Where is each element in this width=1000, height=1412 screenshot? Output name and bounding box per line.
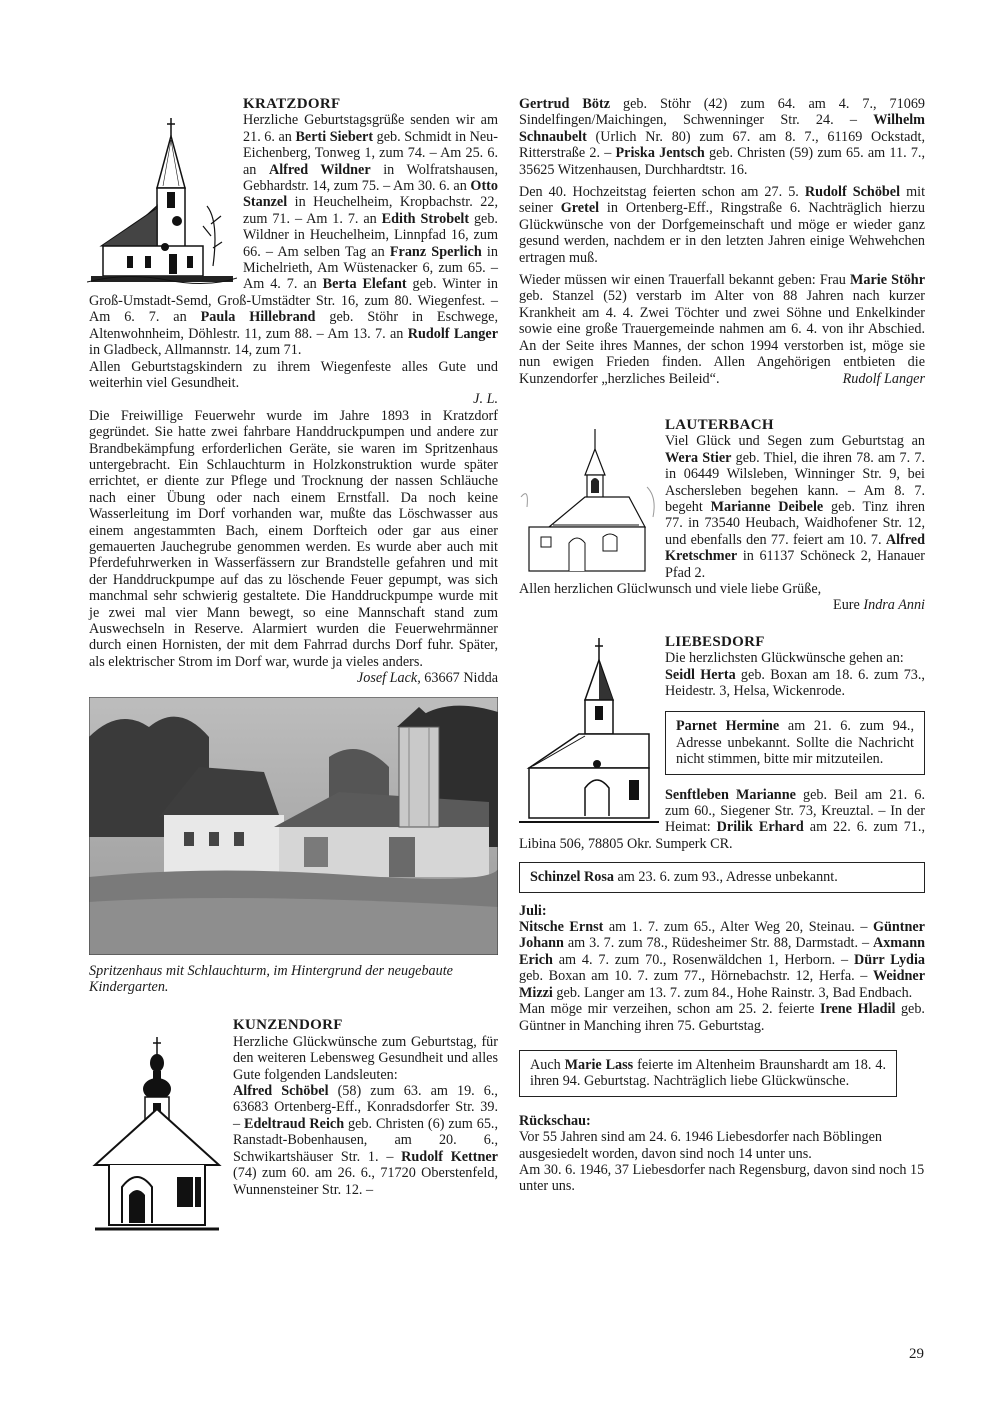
wedding-anniversary: Den 40. Hochzeitstag feierten schon am 27. 5. Rudolf Schöbel mit seiner Gretel in Ortenberg-Eff., Ringstraße 6. Nachträglich hierzu Glückwünsche von der Dorfgemeinschaft und möge er wieder ganz gesund werden, nachdem er in den letzten Jahren einige Wehwehchen ertragen muß. (519, 184, 926, 266)
kratzdorf-church-drawing (87, 96, 237, 292)
july-birthdays: Nitsche Ernst am 1. 7. zum 65., Alter Weg 20, Steinau. – Güntner Johann am 3. 7. zum 78., Rüdesheimer Str. 88, Darmstadt. – Axmann Erich am 4. 7. zum 70., Rosenwäldchen 1, Herborn. – Dürr Lydia geb. Boxan am 10. 7. zum 77., Hörnebachstr. 12, Herfa. – Weidner Mizzi geb. Langer am 13. 7. zum 84., Hohe Rainstr. 3, Bad Endbach. (519, 919, 925, 1001)
lauterbach-section (519, 417, 925, 614)
article-signature: Josef Lack, 63667 Nidda (356, 670, 498, 687)
lauterbach-heading: LAUTERBACH (665, 416, 774, 433)
notice-box-unknown-address-1: Parnet Hermine am 21. 6. zum 94., Adresse unbekannt. Sollte die Nachricht nicht stimmen, bitte mir mitzuteilen. (665, 711, 925, 774)
review-text-1: Vor 55 Jahren sind am 24. 6. 1946 Liebesdorfer nach Böblingen ausgesiedelt worden, davon sind noch 14 unter uns. (519, 1129, 883, 1162)
lauterbach-signature: Eure Indra Anni (833, 597, 925, 614)
liebesdorf-intro: Die herzlichsten Glückwünsche gehen an: (665, 650, 904, 667)
kunzendorf-continued: Gertrud Bötz geb. Stöhr (42) zum 64. am 4. 7., 71069 Sindelfingen/Maichingen, Schwenninger Str. 24. – Wilhelm Schnaubelt (Urlich Nr. 80) zum 67. am 8. 7., 61169 Ockstadt, Ritterstraße 2. – Priska Jentsch geb. Christen (59) zum 65. am 11. 7., 35625 Witzenhausen, Durchhardtstr. 16. (519, 96, 926, 178)
notice-box-marie-lass: Auch Marie Lass feierte im Altenheim Braunshardt am 18. 4. ihren 94. Geburtstag. Nachträglich liebe Glückwünsche. (519, 1050, 897, 1097)
photo-caption: Spritzenhaus mit Schlauchturm, im Hintergrund der neugebaute Kindergarten. (89, 962, 453, 996)
left-column (89, 96, 498, 1233)
liebesdorf-greeting-2: Senftleben Marianne geb. Beil am 21. 6. zum 60., Siegener Str. 73, Kreuztal. – In der Heimat: Drilik Erhard am 22. 6. zum 71., Libina 506, 78805 Okr. Sumperk CR. (519, 786, 925, 852)
liebesdorf-church-drawing (519, 638, 659, 828)
belated-birthday: Man möge mir verzeihen, schon am 25. 2. feierte Irene Hladil geb. Güntner in Manching ihren 75. Geburtstag. (519, 1001, 925, 1034)
fire-brigade-article: Die Freiwillige Feuerwehr wurde im Jahre 1893 in Kratzdorf gegründet. Sie hatte zwei fahrbare Handdruckpumpen und andere zur Brandbekämpfung erforderlichen Geräte, sie waren im Spritzenhaus untergebracht. Ein Schlauchturm in Holzkonstruktion wurde später errichtet, er diente zur Pflege und Trocknung der nassen Schläuche nach einer Übung oder nach einem Ernstfall. Da noch keine Wasserleitung im Dorf vorhanden war, mußte das Löschwasser aus einem angestammten Bach, einem Dorfteich oder gar aus einer gemauerten Jauchegrube genommen werden. Es wurde aber auch mit Pferdefuhrwerken in Wasserfässern zur Brandstelle gefahren und mit der Handdruckpumpe auf das zu löschende Feuer gepumpt, was sich manchmal sehr schwierig gestaltete. Die Handdruckpumpe wurde mit je zwei mal vier Mann bewegt, so eine Mannschaft stand zum Auswechseln in Reserve. Alarmiert wurden die Feuerwehrmänner durch einen Hornisten, der mit dem Fahrrad durchs Dorf fuhr. Später, als elektrischer Strom im Dorf war, wurde ja vieles anders. (89, 407, 498, 670)
lauterbach-greetings: Viel Glück und Segen zum Geburtstag an Wera Stier geb. Thiel, die ihren 78. am 7. 7. in 06449 Wilsleben, Winninger Str. 9, bei Aschersleben begehen kann. – Am 8. 7. begeht Marianne Deibele geb. Tinz ihren 77. in 73540 Heubach, Waidhofener Str. 12, und ebenfalls den 77. feiert am 10. 7. Alfred Kretschmer in 61137 Schöneck 2, Hanauer Pfad 2. (665, 433, 925, 581)
kratzdorf-heading: KRATZDORF (243, 96, 341, 112)
notice-box-unknown-address-2: Schinzel Rosa am 23. 6. zum 93., Adresse unbekannt. (519, 862, 925, 892)
liebesdorf-section (519, 634, 925, 1195)
obituary: Wieder müssen wir einen Trauerfall bekannt geben: Frau Marie Stöhr geb. Stanzel (52) verstarb im Alter von 88 Jahren nach kurzer Krankheit am 4. 4. Zwei Töchter und zwei Söhne und Enkelkinder sowie eine große Trauergemeinde nahmen am 6. 4. von ihr Abschied. An der Seite ihres Mannes, der schon 1994 verstorben ist, möge sie nun ewigen Frieden finden. Allen Angehörigen entbieten die Kunzendorfer „herzliches Beileid“. Rudolf Langer (519, 272, 925, 387)
review-text-2: Am 30. 6. 1946, 37 Liebesdorfer nach Regensburg, davon sind noch 15 unter uns. (519, 1161, 925, 1195)
kunzendorf-intro: Herzliche Glückwünsche zum Geburtstag, für den weiteren Lebensweg Gesundheit und alles Gute folgenden Landsleuten: (233, 1033, 498, 1083)
kunzendorf-church-drawing (87, 1037, 227, 1233)
july-heading: Juli: (519, 902, 547, 919)
liebesdorf-heading: LIEBESDORF (665, 633, 765, 650)
liebesdorf-greeting-1: Seidl Herta geb. Boxan am 18. 6. zum 73., Heidestr. 3, Helsa, Wickenrode. (665, 666, 925, 699)
kratzdorf-greetings: Herzliche Geburtstagsgrüße senden wir am 21. 6. an Berti Siebert geb. Schmidt in Neu-Eichenberg, Tonweg 1, zum 74. – Am 25. 6. an Alfred Wildner in Wolfratshausen, Gebhardstr. 14, zum 75. – Am 30. 6. an Otto Stanzel in Heuchelheim, Kropbachstr. 22, zum 71. – Am 1. 7. an Edith Strobelt geb. Wildner in Heuchelheim, Linnpfad 16, zum 66. – Am selben Tag an Franz Sperlich in Michelrieth, Am Wüstenacker 6, zum 65. – Am 4. 7. an Berta Elefant geb. Winter in Groß-Umstadt-Semd, Groß-Umstädter Str. 16, zum 80. Wiegenfest. – Am 6. 7. an Paula Hillebrand geb. Stöhr in Eschwege, Altenwohnheim, Döhlestr. 11, zum 88. – Am 13. 7. an Rudolf Langer in Gladbeck, Allmannstr. 14, zum 71. (89, 112, 498, 359)
kratzdorf-closing-signature: J. L. (473, 391, 498, 408)
kunzendorf-heading: KUNZENDORF (233, 1017, 343, 1034)
right-column (519, 96, 925, 1195)
page-number: 29 (909, 1346, 924, 1362)
kunzendorf-greetings: Alfred Schöbel (58) zum 63. am 19. 6., 63683 Ortenberg-Eff., Konradsdorfer Str. 39. – Edeltraud Reich geb. Christen (6) zum 65., Ranstadt-Bobenhausen, am 20. 6., Schwikartshäuser Str. 1. – Rudolf Kettner (74) zum 60. am 26. 6., 71720 Oberstenfeld, Wunnensteiner Str. 12. – (233, 1083, 499, 1198)
review-heading: Rückschau: (519, 1112, 591, 1129)
lauterbach-chapel-drawing (519, 427, 659, 577)
kratzdorf-closing: Allen Geburtstagskindern zu ihrem Wiegenfeste alles Gute und weiterhin viel Gesundheit. (89, 358, 498, 391)
kunzendorf-section (89, 1017, 498, 1197)
lauterbach-closing: Allen herzlichen Glüclwunsch und viele liebe Grüße, (519, 580, 822, 597)
fire-station-photo (89, 697, 498, 955)
